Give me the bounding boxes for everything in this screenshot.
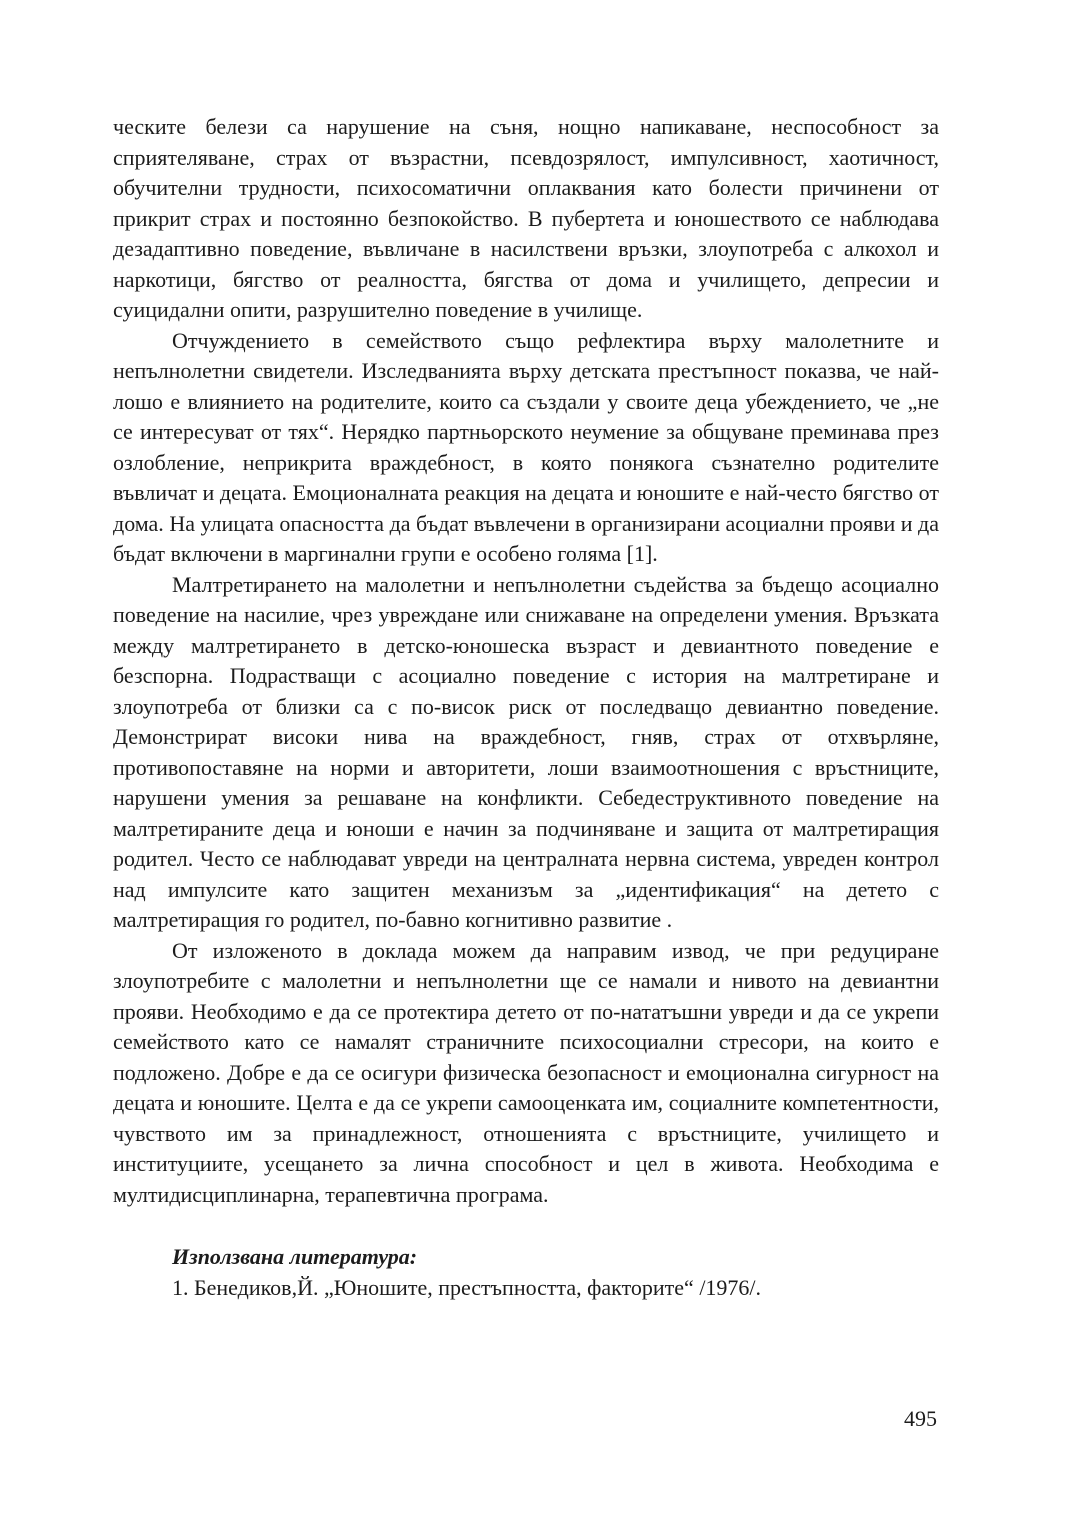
- references-section: [113, 1242, 939, 1303]
- paragraph-conclusion: От изложеното в доклада можем да направим извод, че при редуциране злоупотребите с малолетни и непълнолетни ще се намали и нивото на девиантни прояви. Необходимо е да се протектира детето от по-нататъшни увреди и да се укрепи семейството като се намалят страничните психосоциални стресори, на които е подложено. Добре е да се осигури физическа безопасност и емоционална сигурност на децата и юношите. Целта е да се укрепи самооценката им, социалните компетентности, чувството им за принадлежност, отношенията с връстниците, училището и институциите, усещането за лична способност и цел в живота. Необходима е мултидисциплинарна, терапевтична програма.: [113, 937, 939, 1207]
- reference-item: 1. Бенедиков,Й. „Юношите, престъпността, факторите“ /1976/.: [172, 1274, 762, 1300]
- paragraph-maltreatment: Малтретирането на малолетни и непълнолетни съдейства за бъдещо асоциално поведение на насилие, чрез увреждане или снижаване на определени умения. Връзката между малтретирането в детско-юношеска възраст и девиантното поведение е безспорна. Подрастващи с асоциално поведение с история на малтретиране и злоупотреба от близки са с по-висок риск от последващо девиантно поведение. Демонстрират високи нива на враждебност, гняв, страх от отхвърляне, противопоставяне на норми и авторитети, лоши взаимоотношения с връстниците, нарушени умения за решаване на конфликти. Себедеструктивното поведение на малтретираните деца и юноши е начин за подчиняване и защита от малтретиращия родител. Често се наблюдават увреди на централната нервна система, увреден контрол над импулсите като защитен механизъм за „идентификация“ на детето с малтретиращия го родител, по-бавно когнитивно развитие .: [113, 571, 939, 932]
- paragraph-continuation: ческите белези са нарушение на съня, нощно напикаване, неспособност за сприятеляване, страх от възрастни, псевдозрялост, импулсивност, хаотичност, обучителни трудности, психосоматични оплаквания като болести причинени от прикрит страх и постоянно безпокойство. В пубертета и юношеството се наблюдава дезадаптивно поведение, въвличане в насилствени връзки, злоупотреба с алкохол и наркотици, бягство от реалността, бягства от дома и училището, депресии и суицидални опити, разрушително поведение в училище.: [113, 114, 939, 322]
- references-heading: Използвана литература:: [172, 1244, 418, 1269]
- page-number: 495: [904, 1406, 937, 1431]
- body-text: [113, 112, 939, 1303]
- paragraph-alienation: Отчуждението в семейството също рефлектира върху малолетните и непълнолетни свидетели. Изследванията върху детската престъпност показва, че най-лошо е влиянието на родителите, които са създали у своите деца убеждението, че „не се интересуват от тях“. Нерядко партньорското неумение за общуване преминава през озлобление, неприкрита враждебност, в която понякога съзнателно родителите въвличат и децата. Емоционалната реакция на децата и юношите е най-често бягство от дома. На улицата опасността да бъдат въвлечени в организирани асоциални прояви и да бъдат включени в маргинални групи е особено голяма [1].: [113, 327, 939, 566]
